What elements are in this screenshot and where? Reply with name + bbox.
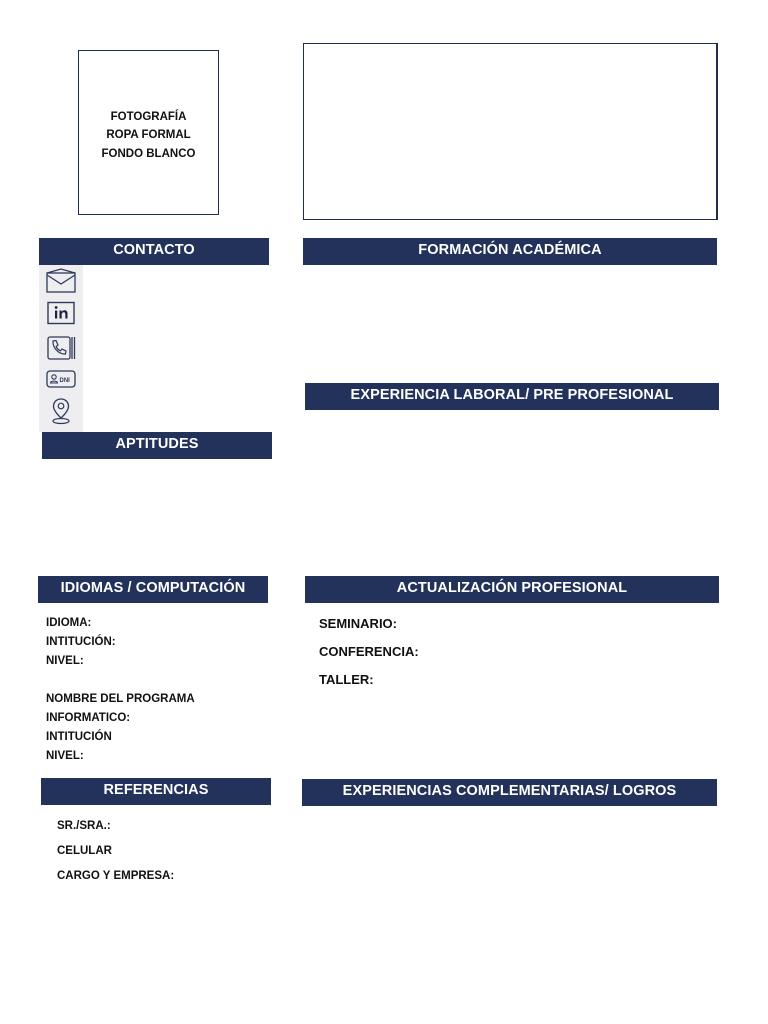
section-experiencia-laboral [305, 383, 719, 410]
dni-label: DNI [59, 378, 70, 384]
nivel-label: NIVEL: [46, 655, 84, 667]
location-pin-icon [39, 397, 83, 425]
linkedin-icon [39, 301, 83, 325]
referencia-senor-label: SR./SRA.: [57, 820, 111, 832]
section-formacion-label: FORMACIÓN ACADÉMICA [418, 241, 602, 258]
section-contacto-label: CONTACTO [113, 241, 195, 258]
programa-label-line1: NOMBRE DEL PROGRAMA [46, 693, 195, 705]
idioma-label: IDIOMA: [46, 617, 92, 629]
section-complementarias-label: EXPERIENCIAS COMPLEMENTARIAS/ LOGROS [342, 782, 677, 799]
phone-icon [39, 335, 83, 361]
seminario-label: SEMINARIO: [319, 616, 397, 631]
profile-summary-box[interactable] [303, 43, 718, 220]
section-aptitudes [42, 432, 272, 459]
photo-placeholder[interactable] [78, 50, 219, 215]
photo-line-2: ROPA FORMAL [106, 129, 191, 142]
section-experiencia-label: EXPERIENCIA LABORAL/ PRE PROFESIONAL [350, 386, 674, 403]
contact-icon-column [39, 265, 83, 432]
nivel-computo-label: NIVEL: [46, 750, 84, 762]
section-referencias-label: REFERENCIAS [103, 781, 209, 798]
intitucion-label: INTITUCIÓN: [46, 636, 116, 648]
conferencia-label: CONFERENCIA: [319, 644, 419, 659]
section-referencias [41, 778, 271, 805]
programa-label-line2: INFORMATICO: [46, 712, 131, 724]
section-idiomas-label: IDIOMAS / COMPUTACIÓN [60, 579, 246, 596]
idiomas-block [46, 614, 195, 766]
section-actualizacion-label: ACTUALIZACIÓN PROFESIONAL [396, 579, 628, 596]
section-idiomas-computacion [38, 576, 268, 603]
taller-label: TALLER: [319, 672, 374, 687]
referencia-cargo-label: CARGO Y EMPRESA: [57, 870, 175, 882]
photo-line-1: FOTOGRAFÍA [110, 110, 187, 123]
section-formacion-academica [303, 238, 717, 265]
dni-card-icon [39, 369, 83, 389]
section-experiencias-complementarias [302, 779, 717, 806]
section-contacto [39, 238, 269, 265]
photo-line-3: FONDO BLANCO [101, 147, 196, 160]
referencia-celular-label: CELULAR [57, 845, 112, 857]
intitucion-computo-label: INTITUCIÓN [46, 731, 112, 743]
section-aptitudes-label: APTITUDES [115, 435, 199, 452]
section-actualizacion-profesional [305, 576, 719, 603]
envelope-icon [39, 268, 83, 294]
